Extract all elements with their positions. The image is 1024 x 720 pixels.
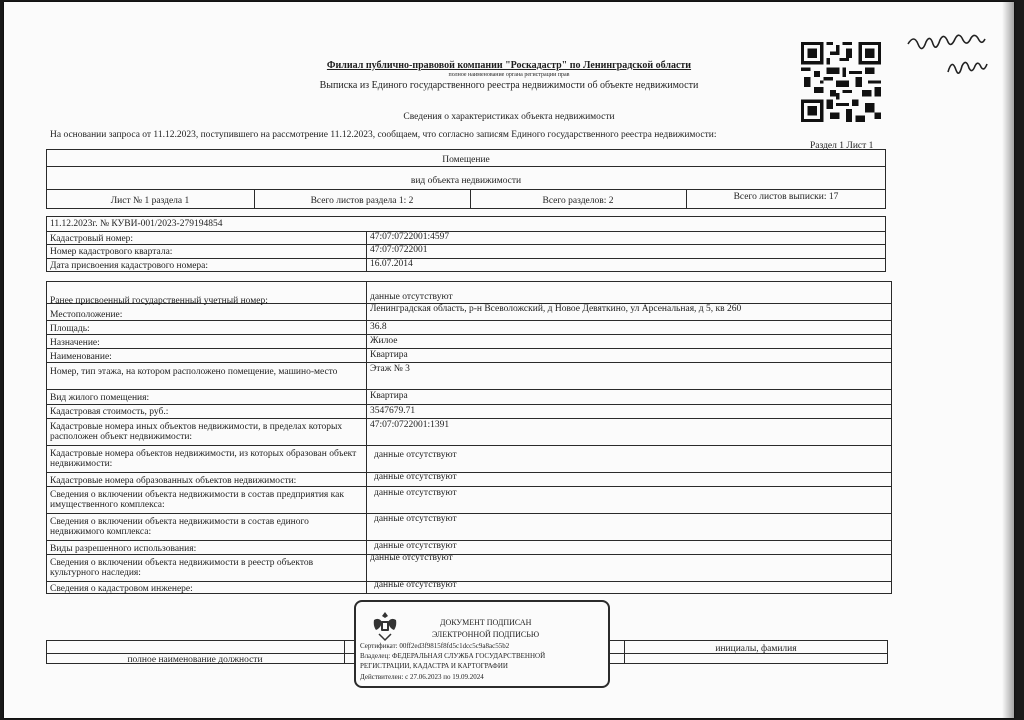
- detail-value-formed-objects: данные отсутствуют: [374, 472, 457, 482]
- name-label: инициалы, фамилия: [715, 644, 797, 654]
- detail-label-enterprise: Сведения о включении объекта недвижимости в состав предприятия как имущественного комплекса:: [50, 490, 344, 510]
- stamp-line2: ЭЛЕКТРОННОЙ ПОДПИСЬЮ: [432, 630, 540, 639]
- position-label: полное наименование должности: [127, 655, 263, 665]
- detail-value-heritage: данные отсутствуют: [370, 553, 453, 563]
- quarter-number-value: 47:07:0722001: [370, 245, 428, 255]
- assignment-date-label: Дата присвоения кадастрового номера:: [50, 261, 209, 271]
- object-type: Помещение: [442, 155, 490, 165]
- detail-label-cadastral-value: Кадастровая стоимость, руб.:: [50, 407, 169, 417]
- detail-value-engineer: данные отсутствуют: [374, 580, 457, 590]
- qr-code-icon: [801, 42, 881, 122]
- request-number: 11.12.2023г. № КУВИ-001/2023-279194854: [50, 219, 223, 229]
- detail-label-unified-complex: Сведения о включении объекта недвижимости в состав единого недвижимого комплекса:: [50, 517, 309, 537]
- cadastral-number-label: Кадастровый номер:: [50, 234, 134, 244]
- detail-value-floor: Этаж № 3: [370, 364, 410, 374]
- stamp-owner: Владелец: ФЕДЕРАЛЬНАЯ СЛУЖБА ГОСУДАРСТВЕННОЙ: [360, 652, 546, 660]
- org-name-caption: полное наименование органа регистрации прав: [448, 72, 570, 78]
- extract-title: Выписка из Единого государственного реестра недвижимости об объекте недвижимости: [319, 80, 699, 91]
- detail-value-enterprise: данные отсутствуют: [374, 488, 457, 498]
- scan-edge-shadow: [1002, 2, 1014, 718]
- section-heading: Сведения о характеристиках объекта недвижимости: [403, 112, 615, 122]
- sheets-total: Всего листов выписки: 17: [733, 192, 839, 202]
- detail-value-dwelling-type: Квартира: [370, 391, 408, 401]
- detail-label-purpose: Назначение:: [50, 338, 100, 348]
- detail-label-area: Площадь:: [50, 324, 90, 334]
- sheet-number: Лист № 1 раздела 1: [110, 196, 190, 206]
- detail-label-source-objects: Кадастровые номера объектов недвижимости, из которых образован объект недвижимости:: [50, 449, 357, 469]
- detail-label-parent-objects: Кадастровые номера иных объектов недвижимости, в пределах которых расположен объект недвижимости:: [50, 422, 343, 442]
- assignment-date-value: 16.07.2014: [370, 259, 413, 269]
- detail-value-permitted-use: данные отсутствуют: [374, 541, 457, 551]
- detail-label-dwelling-type: Вид жилого помещения:: [50, 393, 150, 403]
- detail-label-name: Наименование:: [50, 352, 112, 362]
- detail-value-cadastral-value: 3547679.71: [370, 406, 416, 416]
- detail-value-purpose: Жилое: [370, 336, 398, 346]
- detail-label-floor: Номер, тип этажа, на котором расположено помещение, машино-место: [50, 367, 338, 377]
- detail-label-engineer: Сведения о кадастровом инженере:: [50, 584, 193, 594]
- e-signature-stamp: [354, 600, 610, 688]
- detail-value-name: Квартира: [370, 350, 408, 360]
- detail-label-heritage: Сведения о включении объекта недвижимости в реестр объектов культурного наследия:: [50, 558, 314, 578]
- detail-label-formed-objects: Кадастровые номера образованных объектов недвижимости:: [50, 476, 297, 486]
- handwritten-note-icon: [904, 24, 999, 84]
- detail-value-source-objects: данные отсутствуют: [374, 450, 457, 460]
- detail-value-unified-complex: данные отсутствуют: [374, 514, 457, 524]
- stamp-valid: Действителен: с 27.06.2023 по 19.09.2024: [360, 673, 484, 681]
- section-mark: Раздел 1 Лист 1: [810, 141, 874, 151]
- stamp-owner2: РЕГИСТРАЦИИ, КАДАСТРА И КАРТОГРАФИИ: [360, 662, 508, 670]
- detail-label-permitted-use: Виды разрешенного использования:: [50, 544, 197, 554]
- stamp-line1: ДОКУМЕНТ ПОДПИСАН: [440, 618, 532, 627]
- basis-text: На основании запроса от 11.12.2023, поступившего на рассмотрение 11.12.2023, сообщаем, что согласно записям Единого государственного реестра недвижимости:: [50, 130, 717, 140]
- object-type-caption: вид объекта недвижимости: [410, 176, 522, 186]
- detail-label-location: Местоположение:: [50, 310, 123, 320]
- quarter-number-label: Номер кадастрового квартала:: [50, 247, 173, 257]
- cadastral-number-value: 47:07:0722001:4597: [370, 232, 450, 242]
- detail-value-prev-number: данные отсутствуют: [370, 292, 453, 302]
- document-sheet: [4, 2, 1014, 718]
- detail-value-location: Ленинградская область, р-н Всеволожский, д Новое Девяткино, ул Арсенальная, д 5, кв 260: [370, 304, 742, 314]
- org-name: Филиал публично-правовой компании "Роскадастр" по Ленинградской области: [326, 60, 692, 71]
- sheets-in-section: Всего листов раздела 1: 2: [310, 196, 414, 206]
- detail-value-area: 36.8: [370, 322, 387, 332]
- stamp-cert: Сертификат: 00ff2ed3f9815f8fd5c1dcc5c9a8ac55b2: [360, 642, 510, 650]
- sections-total: Всего разделов: 2: [542, 196, 614, 206]
- emblem-icon: [370, 610, 400, 642]
- detail-label-prev-number: Ранее присвоенный государственный учетный номер:: [50, 296, 268, 306]
- detail-value-parent-objects: 47:07:0722001:1391: [370, 420, 450, 430]
